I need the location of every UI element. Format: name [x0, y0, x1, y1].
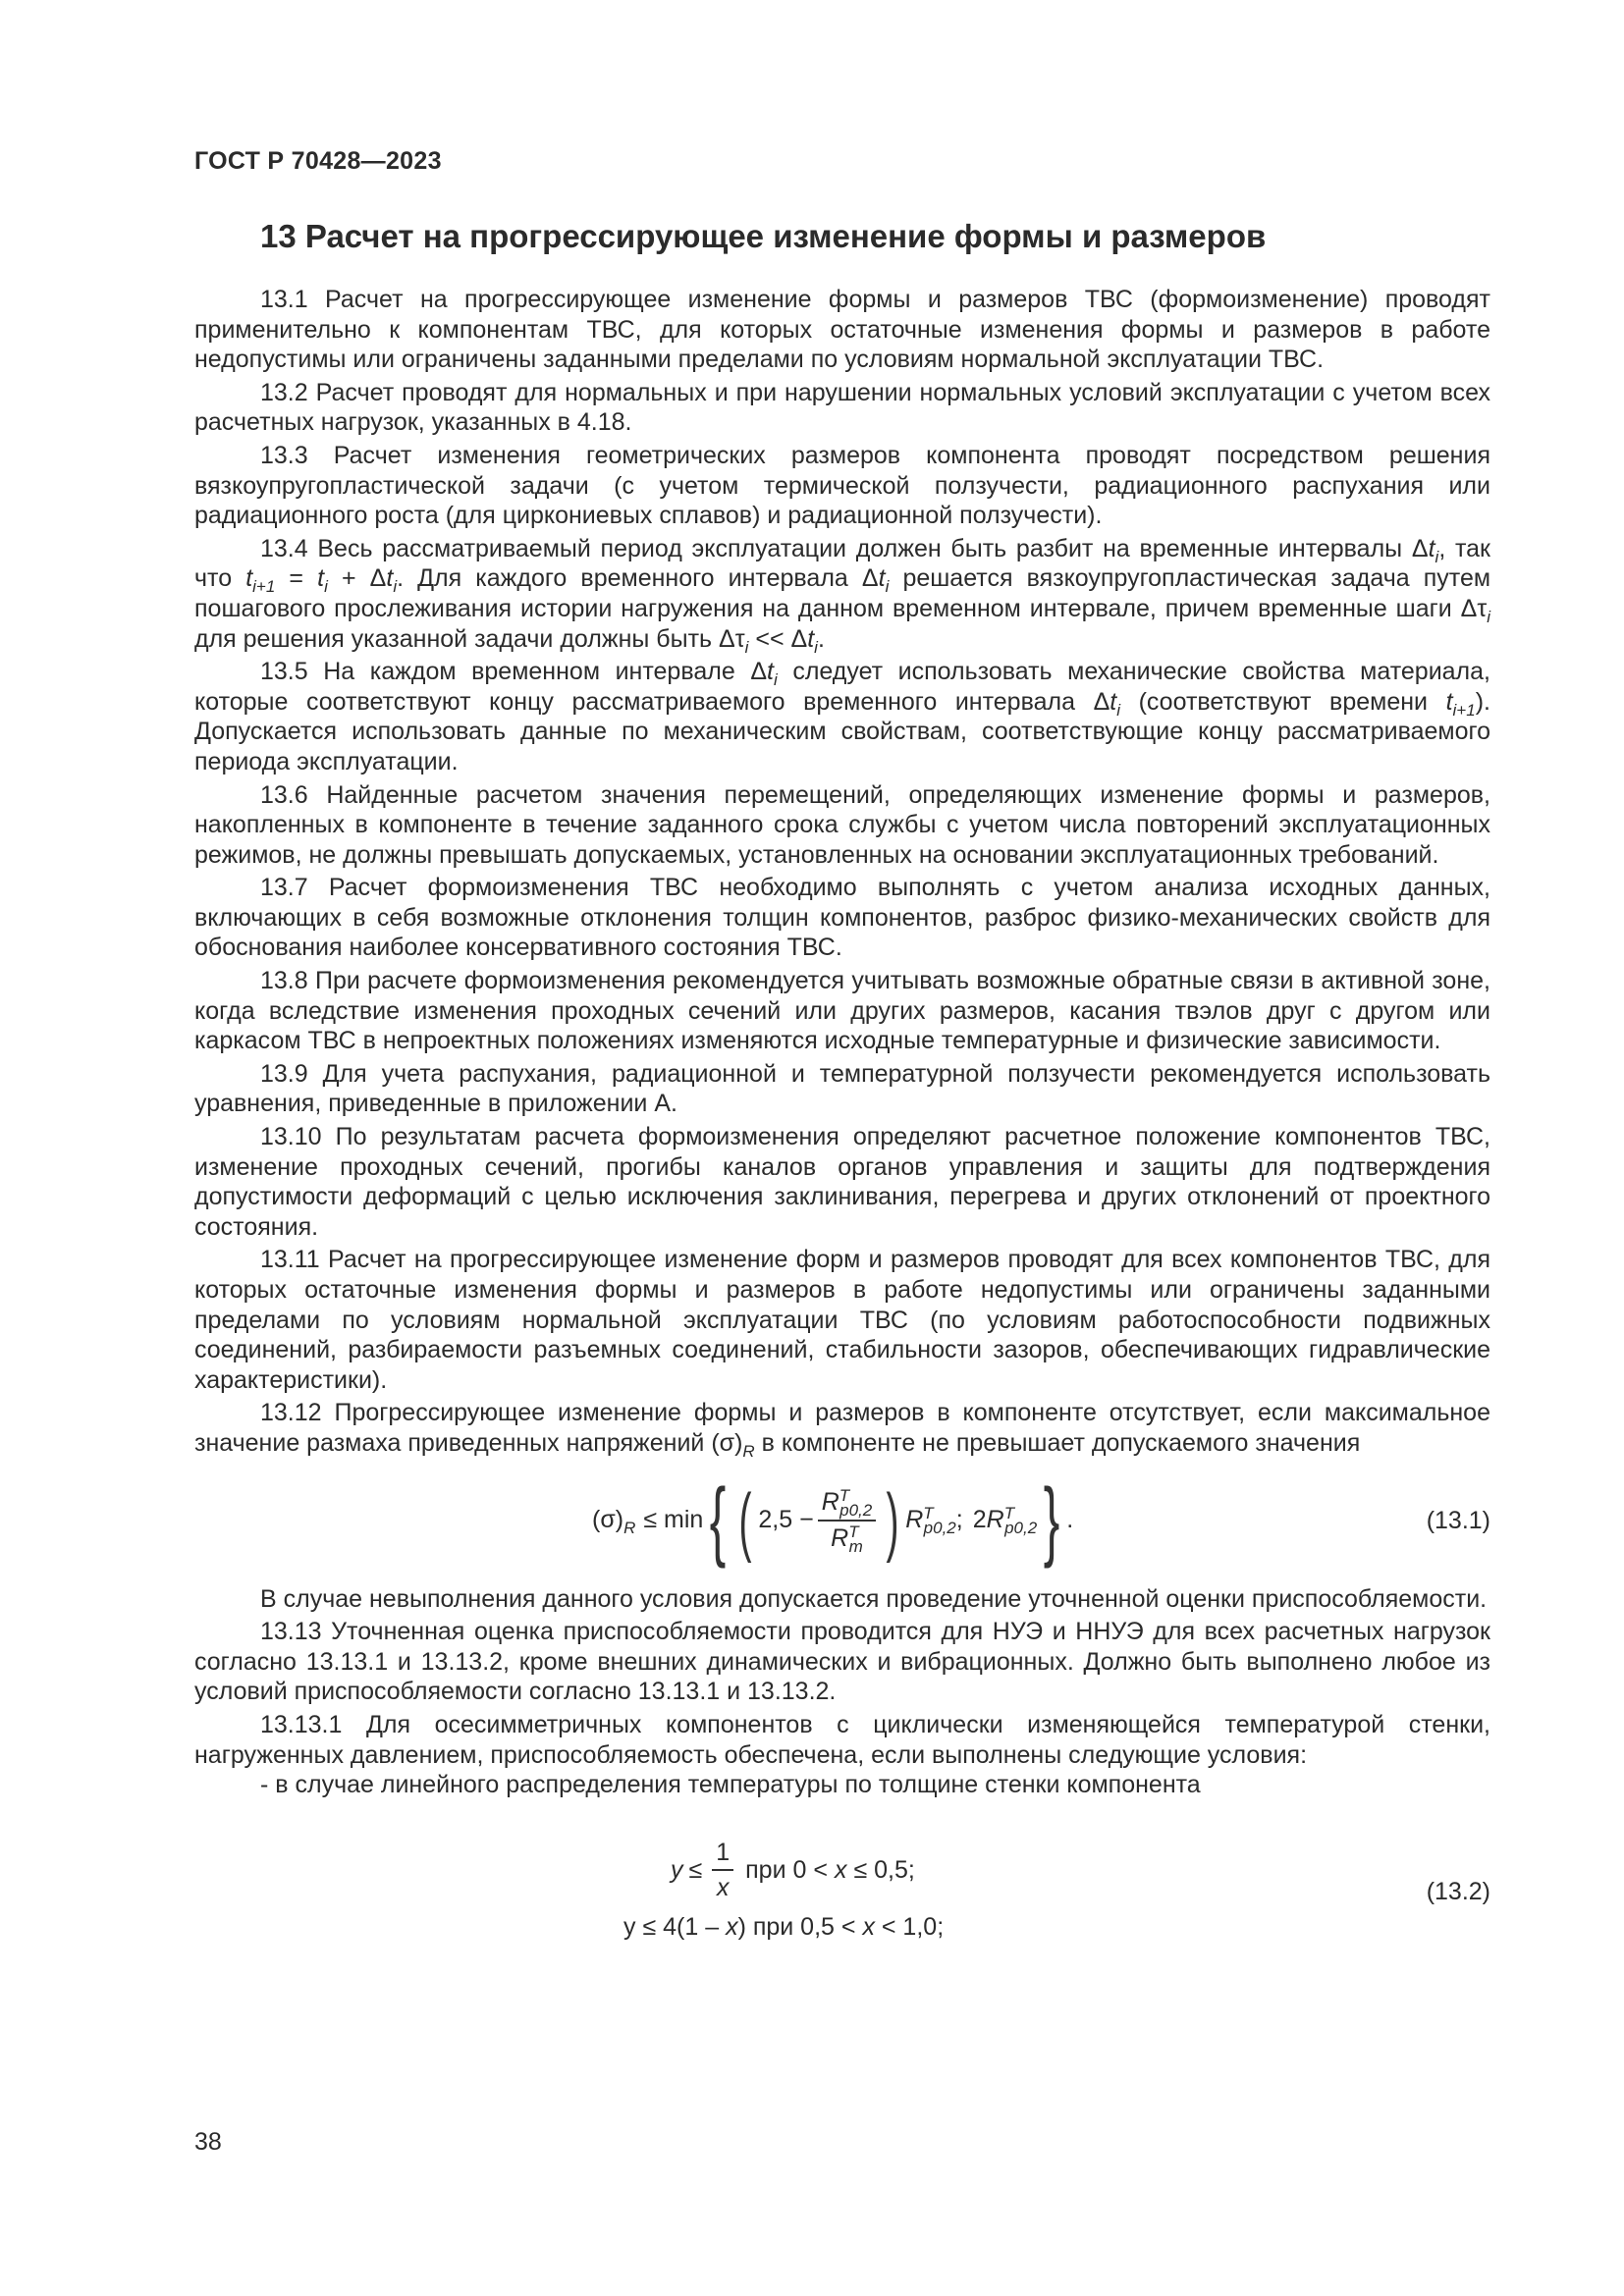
- text: в компоненте не превышает допускаемого значения: [761, 1428, 1361, 1457]
- math-sigma-r: $(\sigma)_R$: [711, 1428, 755, 1461]
- right-paren: ): [886, 1476, 899, 1564]
- math-delta-t-i: $\Delta t_i$: [750, 658, 778, 690]
- paragraph-13-11: 13.11 Расчет на прогрессирующее изменение форм и размеров проводят для всех компонентов ТВС, для которых остаточные изменения формы и размеров в работе недопустимы или ограничены заданными пределами по условиям нормальной эксплуатации ТВС (по условиям работоспособности подвижных соединений, разбираемости разъемных соединений, стабильности зазоров, обеспечивающих гидравлические характеристики).: [194, 1246, 1490, 1394]
- paragraph-13-9: 13.9 Для учета распухания, радиационной и температурной ползучести рекомендуется использовать уравнения, приведенные в приложении А.: [194, 1059, 1490, 1118]
- page-number: 38: [194, 2128, 222, 2156]
- paragraph-13-8: 13.8 При расчете формоизменения рекомендуется учитывать возможные обратные связи в активной зоне, когда вследствие изменения проходных сечений или других размеров, касания твэлов друг с другом или каркасом ТВС в непроектных положениях изменяются исходные температурные и физические зависимости.: [194, 967, 1490, 1055]
- formula-relation: ≤ min: [643, 1506, 704, 1534]
- equation-number: (13.1): [1426, 1506, 1490, 1534]
- text: 13.5 На каждом временном интервале: [260, 658, 735, 686]
- paragraph-13-6: 13.6 Найденные расчетом значения перемещений, определяющих изменение формы и размеров, накопленных в компоненте в течение заданного срока службы с учетом числа повторений эксплуатационных режимов, не должны превышать допускаемых, установленных на основании эксплуатационных требований.: [194, 780, 1490, 869]
- paragraph-13-13: 13.13 Уточненная оценка приспособляемости проводится для НУЭ и ННУЭ для всех расчетных нагрузок согласно 13.13.1 и 13.13.2, кроме внешних динамических и вибрационных. Должно быть выполнено любое из условий приспособляемости согласно 13.13.1 и 13.13.2.: [194, 1618, 1490, 1706]
- math-step-equation: $t_{i+1} = t_i + \Delta t_i$: [245, 564, 398, 597]
- math-delta-t-i: $\Delta t_i$: [1093, 687, 1120, 720]
- paragraph-13-3: 13.3 Расчет изменения геометрических размеров компонента проводят посредством решения вязкоупругопластической задачи (с учетом термической ползучести, радиационного распухания или радиационного роста (для циркониевых сплавов) и радиационной ползучести).: [194, 441, 1490, 530]
- formula-13-2-line-1: y ≤ $\frac{1}{x}$ при 0 < x ≤ 0,5;: [671, 1838, 915, 1902]
- text: 13.12 Прогрессирующее изменение формы и размеров в компоненте отсутствует, если максимальное значение размаха приведенных напряжений: [194, 1399, 1490, 1457]
- text: решается вязкоупругопластическая задача путем пошагового прослеживания истории нагружения на данном временном интервале, причем временные шаги: [194, 564, 1491, 622]
- right-brace: }: [1043, 1470, 1060, 1570]
- math-tau-less-t: $\Delta\tau_i << \Delta t_i$.: [719, 624, 825, 657]
- formula-13-2: [194, 1818, 1490, 1955]
- math-delta-t-i: $\Delta t_i$: [861, 564, 890, 597]
- formula-13-1: [194, 1467, 1490, 1575]
- formula-constant: 2,5 −: [758, 1506, 814, 1534]
- math-delta-t-i: $\Delta t_i$: [1411, 534, 1439, 566]
- math-delta-tau-i: $\Delta\tau_i$: [1460, 594, 1490, 626]
- formula-term-2rp02: $2R^T_{p0,2}$: [972, 1504, 1038, 1538]
- formula-13-1-body: [592, 1467, 1073, 1575]
- paragraph-13-1: 13.1 Расчет на прогрессирующее изменение формы и размеров ТВС (формоизменение) проводят применительно к компонентам ТВС, для которых остаточные изменения формы и размеров в работе недопустимы или ограничены заданными пределами по условиям нормальной эксплуатации ТВС.: [194, 286, 1490, 374]
- text: следует использовать механические свойства материала, которые соответствуют концу рассматриваемого временного интервала: [194, 658, 1490, 716]
- formula-lhs: $(\sigma)_R$: [592, 1506, 636, 1538]
- formula-separator: ;: [955, 1506, 963, 1534]
- equation-number: (13.2): [1426, 1877, 1490, 1905]
- section-title: 13 Расчет на прогрессирующее изменение формы и размеров: [260, 218, 1267, 254]
- formula-fraction: $\frac{1}{x}$: [712, 1838, 733, 1903]
- paragraph-13-2: 13.2 Расчет проводят для нормальных и при нарушении нормальных условий эксплуатации с учетом всех расчетных нагрузок, указанных в 4.18.: [194, 378, 1490, 437]
- text: ). Допускается использовать данные по механическим свойствам, соответствующие концу рассматриваемого периода эксплуатации.: [194, 687, 1490, 775]
- left-paren: (: [738, 1476, 752, 1564]
- paragraph-13-4: [194, 534, 1491, 657]
- left-brace: {: [710, 1470, 727, 1570]
- formula-end: .: [1066, 1506, 1074, 1534]
- paragraph-13-13-1: 13.13.1 Для осесимметричных компонентов с циклически изменяющейся температурой стенки, нагруженных давлением, приспособляемость обеспечена, если выполнены следующие условия:: [194, 1710, 1490, 1769]
- text: , так что: [194, 534, 1490, 593]
- fraction-denominator: $R^T_m$: [831, 1522, 863, 1556]
- text: для решения указанной задачи должны быть: [194, 624, 713, 653]
- formula-fraction: [818, 1485, 877, 1556]
- text: 13.4 Весь рассматриваемый период эксплуатации должен быть разбит на временные интервалы: [260, 534, 1403, 562]
- paragraph-13-7: 13.7 Расчет формоизменения ТВС необходимо выполнять с учетом анализа исходных данных, включающих в себя возможные отклонения толщин компонентов, разброс физико-механических свойств для обоснования наиболее консервативного состояния ТВС.: [194, 874, 1490, 962]
- document-header: ГОСТ Р 70428—2023: [194, 147, 442, 175]
- paragraph-linear-case: - в случае линейного распределения температуры по толщине стенки компонента: [260, 1771, 1201, 1799]
- text: (соответствуют времени: [1138, 687, 1428, 716]
- math-t-i-plus-1: $t_{i+1}$: [1445, 687, 1476, 720]
- formula-13-2-line-2: y ≤ 4(1 – x) при 0,5 < x < 1,0;: [623, 1912, 945, 1941]
- document-body: [194, 285, 1490, 1955]
- text: . Для каждого временного интервала: [397, 564, 848, 593]
- paragraph-13-10: 13.10 По результатам расчета формоизменения определяют расчетное положение компонентов ТВС, изменение проходных сечений, прогибы каналов органов управления и защиты для подтверждения допустимости деформаций с целью исключения заклинивания, перегрева и других отклонений от проектного состояния.: [194, 1123, 1490, 1241]
- fraction-numerator: $R^T_{p0,2}$: [818, 1487, 877, 1522]
- formula-term-rp02: $R^T_{p0,2}$: [905, 1504, 956, 1538]
- paragraph-13-12: [194, 1398, 1490, 1461]
- paragraph-13-5: [194, 657, 1490, 776]
- paragraph-after-formula: В случае невыполнения данного условия допускается проведение уточненной оценки приспособляемости.: [260, 1584, 1488, 1613]
